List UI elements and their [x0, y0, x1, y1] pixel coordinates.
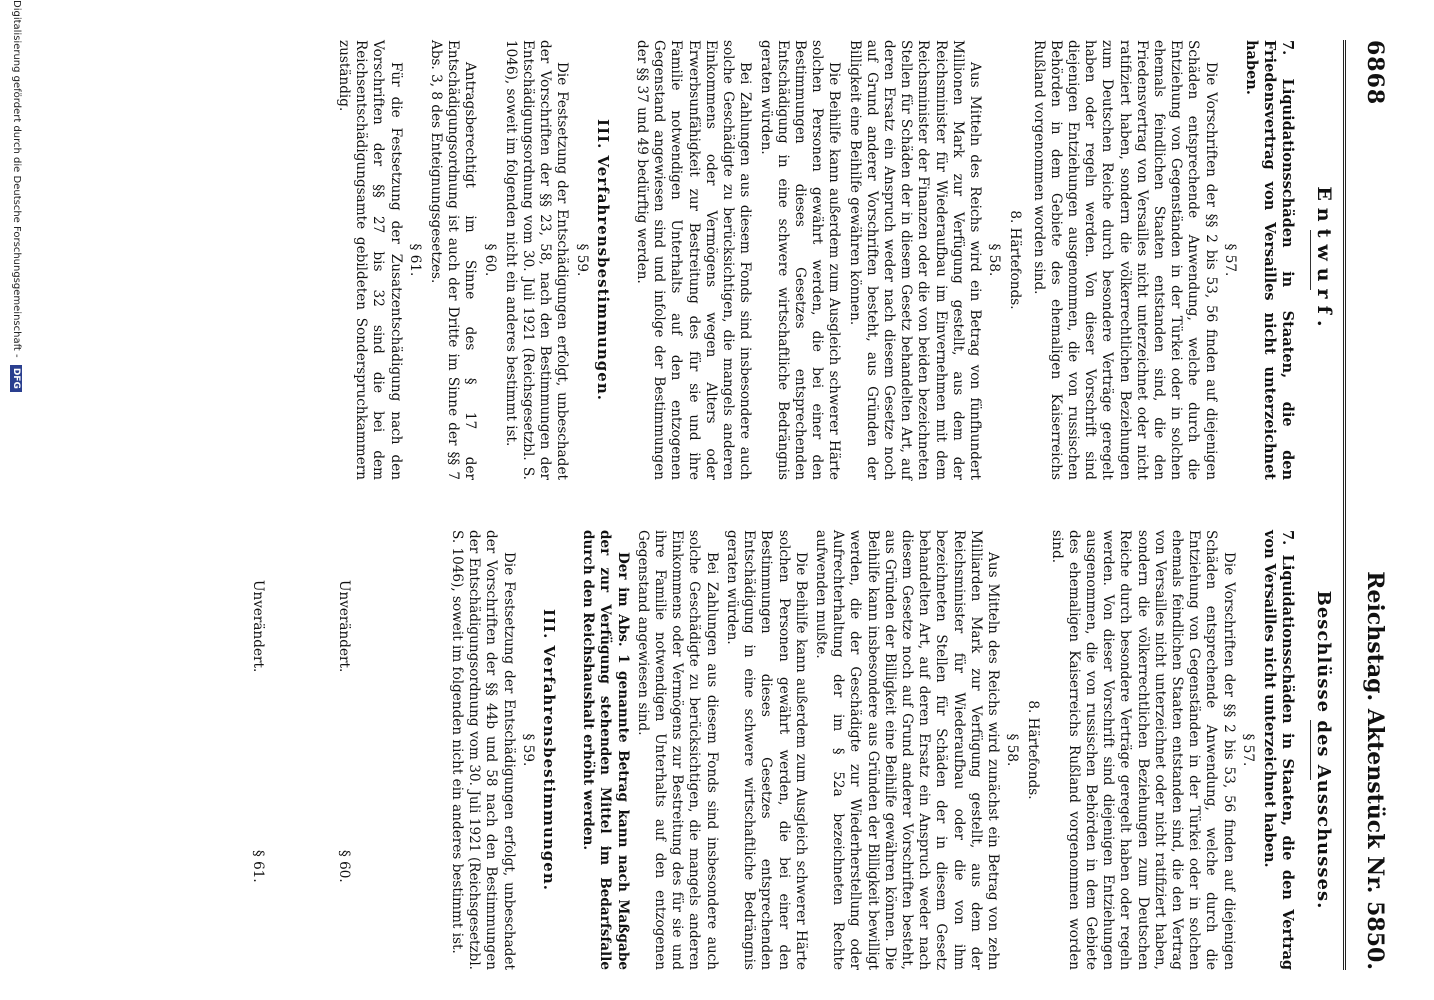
- divider: [1310, 230, 1311, 290]
- paragraph: Aus Mitteln des Reichs wird ein Betrag von fünfhundert Millionen Mark zur Verfügung gestellt, aus dem der Reichsminister für Wiederaufbau im Einvernehmen mit dem Reichsminister der Finanzen oder die von beiden bezeichneten Stellen für Schäden der in diesem Gesetz behandelten Art, auf deren Ersatz ein Anspruch weder nach diesem Gesetze noch auf Grund anderer Vorschriften besteht, aus Gründen der Billigkeit eine Beihilfe gewähren können.: [846, 40, 983, 480]
- digitization-credit: [10, 0, 22, 1000]
- subsection-heading: 8. Härtefonds.: [1025, 700, 1042, 800]
- paragraph: Die Festsetzung der Entschädigungen erfolgt, unbeschadet der Vorschriften der §§ 23, 58, nach den Bestimmungen der Entschädigungsordnung vom 30. Juli 1921 (Reichsgesetzbl. S. 1046), soweit im folgenden nicht ein anderes bestimmt ist.: [502, 40, 571, 480]
- part-heading: III. Verfahrensbestimmungen.: [593, 119, 612, 401]
- section-number: § 58.: [1004, 733, 1021, 767]
- header-rule: [1343, 40, 1346, 970]
- dfg-logo: DFG: [10, 365, 22, 392]
- page-header: [1358, 40, 1388, 970]
- section-number: § 61.: [250, 850, 266, 883]
- section-number: § 60.: [481, 243, 498, 277]
- subsection-heading: 8. Härtefonds.: [1007, 210, 1024, 310]
- section-number: § 58.: [986, 243, 1003, 277]
- subsection-heading: 7. Liquidationsschäden in Staaten, die den Friedensvertrag von Versailles nicht unterzeichnet haben.: [1242, 40, 1296, 480]
- paragraph: Bei Zahlungen aus diesem Fonds sind insbesondere auch solche Geschädigte zu berücksichtigen, die mangels anderen Einkommens oder Vermögens wegen Alters oder Erwerbsunfähigkeit zur Bestreitung des für sie und ihre Familie notwendigen Unterhalts auf den entzogenen Gegenstand angewiesen sind und infolge der Bestimmungen der §§ 37 und 49 bedürftig werden.: [634, 40, 754, 480]
- paragraph: Antragsberechtigt im Sinne des § 17 der Entschädigungsordnung ist auch der Dritte im Sinne der §§ 7 Abs. 3, 8 des Enteignungsgesetzes.: [428, 40, 479, 480]
- credit-text: Digitalisierung gefördert durch die Deutsche Forschungsgemeinschaft -: [11, 0, 22, 358]
- paragraph: Für die Festsetzung der Zusatzentschädigung nach den Vorschriften der §§ 27 bis 32 sind die bei dem Reichsentschädigungsamte gebildeten Sonderspruchkammern zuständig.: [336, 40, 404, 480]
- section-number: § 61.: [406, 243, 423, 277]
- page-number: 6868: [1362, 40, 1388, 106]
- page-title: Reichstag. Aktenstück Nr. 5850.: [1362, 571, 1388, 970]
- part-heading: III. Verfahrensbestimmungen.: [540, 609, 559, 891]
- committee-heading: Beschlüsse des Ausschusses.: [1313, 590, 1334, 910]
- paragraph: Die Beihilfe kann außerdem zum Ausgleich schwerer Härte solchen Personen gewährt werden, die bei einer den Bestimmungen dieses Gesetzes entsprechenden Entschädigung in eine schwere wirtschaftliche Bedrängnis geraten würden.: [757, 40, 843, 480]
- section-number: § 60.: [336, 850, 352, 883]
- unchanged-note: Unverändert.: [250, 580, 266, 673]
- committee-column: [445, 530, 1334, 970]
- draft-heading: Entwurf.: [1313, 186, 1335, 334]
- draft-column: [332, 40, 1334, 480]
- unchanged-note: Unverändert.: [336, 580, 352, 673]
- section-number: § 57.: [1221, 243, 1238, 277]
- paragraph: Bei Zahlungen aus diesem Fonds sind insbesondere auch solche Geschädigte zu berücksichtigen, die mangels anderen Einkommens oder Vermögens zur Bestreitung des für sie und ihre Familie notwendigen Unterhalts auf den entzogenen Gegenstand angewiesen sind.: [634, 530, 720, 970]
- divider: [1310, 720, 1311, 780]
- paragraph: Die Beihilfe kann außerdem zum Ausgleich schwerer Härte solchen Personen gewährt werden, die bei einer den Bestimmungen dieses Gesetzes entsprechenden Entschädigung in eine schwere wirtschaftliche Bedrängnis geraten würden.: [723, 530, 809, 970]
- paragraph: Die Vorschriften der §§ 2 bis 53, 56 finden auf diejenigen Schäden entsprechende Anwendung, welche durch die Entziehung von Gegenständen in der Türkei oder in solchen ehemals feindlichen Staaten entstanden sind, die den Friedensvertrag von Versailles nicht unterzeichnet oder nicht ratifiziert haben, sondern die völkerrechtlichen Beziehungen zum Deutschen Reiche durch besondere Verträge geregelt haben oder regeln werden. Von dieser Vorschrift sind diejenigen Entziehungen ausgenommen, die von russischen Behörden in dem Gebiete des ehemaligen Kaiserreichs Rußland vorgenommen worden sind.: [1030, 40, 1219, 480]
- paragraph: Die Festsetzung der Entschädigungen erfolgt, unbeschadet der Vorschriften der §§ 44b und 58 nach den Bestimmungen der Entschädigungsordnung vom 30. Juli 1921 (Reichsgesetzbl. S. 1046), soweit im folgenden nicht ein anderes bestimmt ist.: [449, 530, 517, 970]
- paragraph: Aus Mitteln des Reichs wird zunächst ein Betrag von zehn Milliarden Mark zur Verfügung gestellt, aus dem der Reichsminister für Wiederaufbau oder die von ihm bezeichneten Stellen für Schäden der in diesem Gesetz behandelten Art, auf deren Ersatz ein Anspruch weder nach diesem Gesetze noch auf Grund anderer Vorschriften besteht, aus Gründen der Billigkeit eine Beihilfe gewähren können. Die Beihilfe kann insbesondere aus Gründen der Billigkeit bewilligt werden, die der Geschädigte zur Wiederherstellung oder Aufrechterhaltung der im § 52a bezeichneten Rechte aufwenden mußte.: [812, 530, 1001, 970]
- section-number: § 59.: [573, 243, 590, 277]
- paragraph: Die Vorschriften der §§ 2 bis 53, 56 finden auf diejenigen Schäden entsprechende Anwendung, welche durch die Entziehung von Gegenständen in der Türkei oder in solchen ehemals feindlichen Staaten entstanden sind, die den Vertrag von Versailles nicht unterzeichnet oder nicht ratifiziert haben, sondern die völkerrechtlichen Beziehungen zum Deutschen Reiche durch besondere Verträge geregelt haben oder regeln werden. Von dieser Vorschrift sind diejenigen Entziehungen ausgenommen, die von russischen Behörden in dem Gebiete des ehemaligen Kaiserreichs Rußland vorgenommen worden sind.: [1048, 530, 1237, 970]
- section-number: § 59.: [519, 733, 536, 767]
- section-number: § 57.: [1239, 733, 1256, 767]
- subsection-heading: 7. Liquidationsschäden in Staaten, die den Vertrag von Versailles nicht unterzeichnet haben.: [1260, 530, 1296, 970]
- amendment-paragraph: Der im Abs. 1 genannte Betrag kann nach Maßgabe der zur Verfügung stehenden Mittel im Bedarfsfalle durch den Reichshaushalt erhöht werden.: [580, 530, 631, 970]
